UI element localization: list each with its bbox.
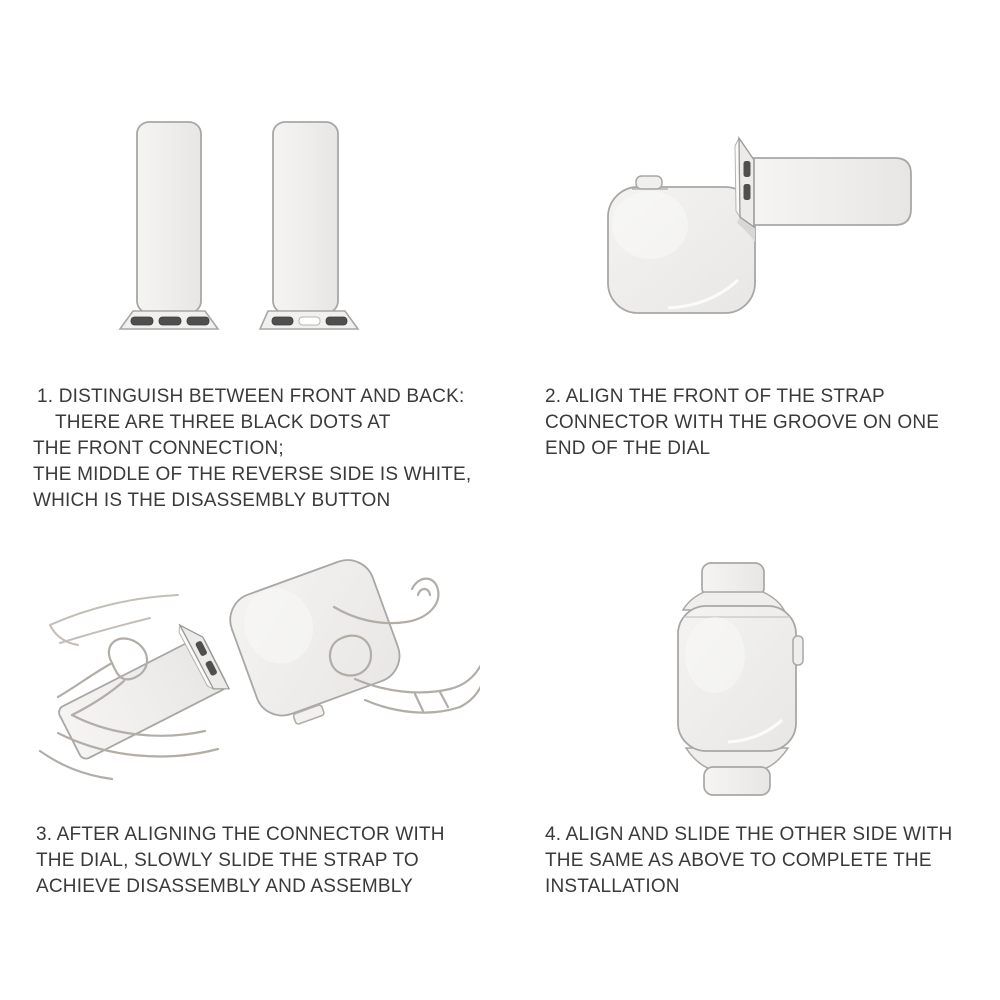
step-1-line-3: THE FRONT CONNECTION; [33,438,284,459]
watch-body [608,176,755,313]
hands-sliding-strap-illustration [20,545,480,815]
step-1-line-1: 1. DISTINGUISH BETWEEN FRONT AND BACK: [37,386,465,407]
watch-body [678,606,796,751]
back-connector-slots [272,317,347,325]
step-1-line-5: WHICH IS THE DISASSEMBLY BUTTON [33,490,391,511]
white-disassembly-button [299,317,320,325]
left-hand [50,595,178,645]
step-2-line-3: END OF THE DIAL [545,438,711,459]
step-4-line-1: 4. ALIGN AND SLIDE THE OTHER SIDE WITH [545,824,953,845]
watch-button [636,176,662,189]
step-2-line-1: 2. ALIGN THE FRONT OF THE STRAP [545,386,885,407]
step-1-line-4: THE MIDDLE OF THE REVERSE SIDE IS WHITE, [33,464,472,485]
strap-back [260,122,358,329]
step-2-caption [545,384,939,462]
step-3-line-1: 3. AFTER ALIGNING THE CONNECTOR WITH [36,824,445,845]
step-2-line-2: CONNECTOR WITH THE GROOVE ON ONE [545,412,940,433]
strap-front [120,122,218,329]
step-1-line-2: THERE ARE THREE BLACK DOTS AT [55,412,391,433]
step-3-line-3: ACHIEVE DISASSEMBLY AND ASSEMBLY [36,876,414,897]
strap-connector [735,138,754,227]
strap-into-dial-illustration [580,130,960,340]
top-strap [683,563,784,610]
step-1-caption [33,384,471,514]
two-straps-illustration [100,100,380,360]
step-4-line-2: THE SAME AS ABOVE TO COMPLETE THE [545,850,932,871]
front-connector-dots [131,317,209,325]
step-3-caption [36,822,445,900]
step-4-caption [545,822,952,900]
step-4-line-3: INSTALLATION [545,876,680,897]
bottom-strap [686,748,788,795]
step-3-line-2: THE DIAL, SLOWLY SLIDE THE STRAP TO [36,850,419,871]
digital-crown [793,636,803,665]
assembled-watch-illustration [660,540,860,820]
strap-band [754,158,911,225]
